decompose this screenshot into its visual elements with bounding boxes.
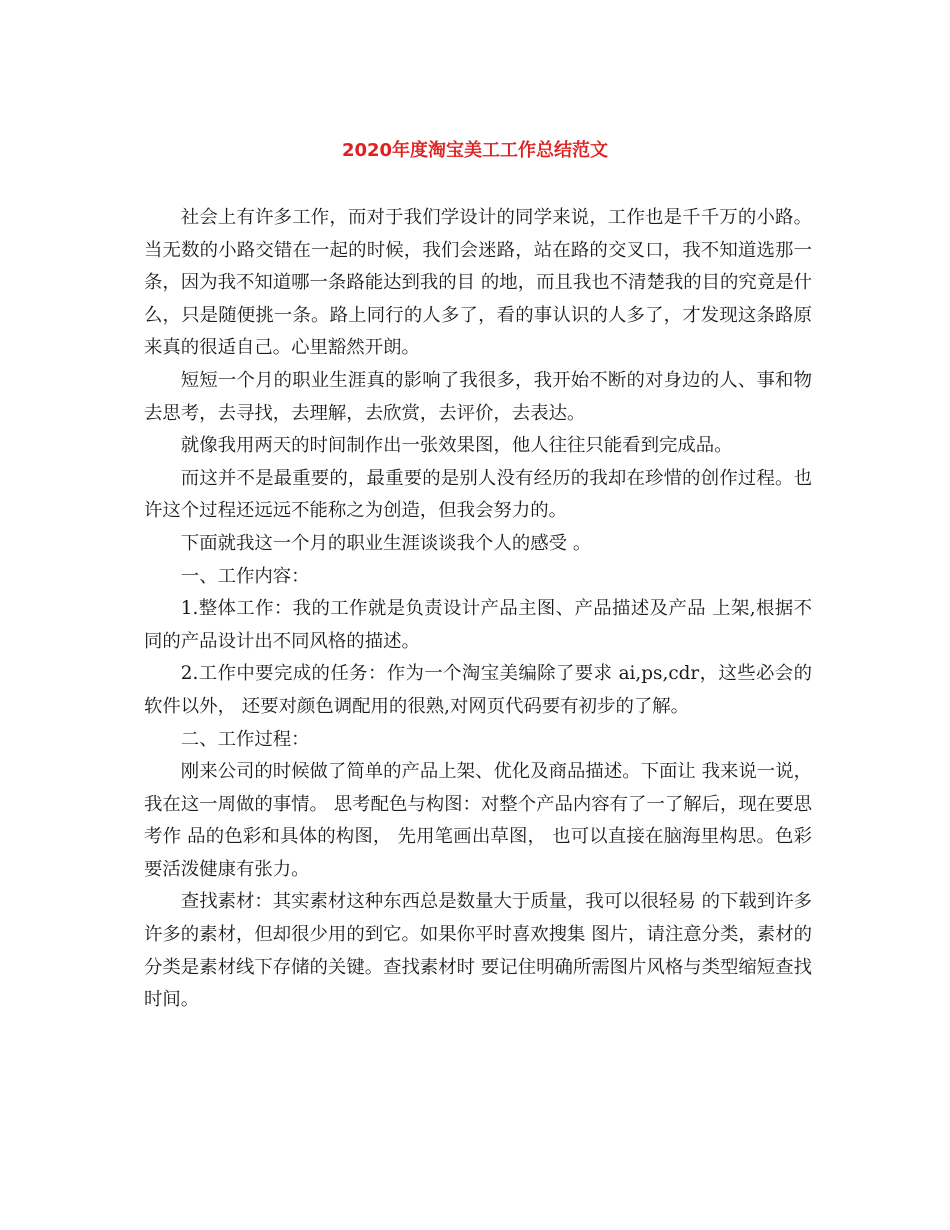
paragraph-first-week: 刚来公司的时候做了简单的产品上架、优化及商品描述。下面让 我来说一说，我在这一周做的事情。 思考配色与构图：对整个产品内容有了一了解后，现在要思考作 品的色彩和具体的构图， 先用笔画出草图， 也可以直接在脑海里构思。色彩要活泼健康有张力。 bbox=[144, 761, 812, 880]
paragraph-feelings-intro: 下面就我这一个月的职业生涯谈谈我个人的感受 。 bbox=[180, 532, 592, 554]
paragraph-tasks: 2.工作中要完成的任务：作为一个淘宝美编除了要求 ai,ps,cdr，这些必会的软件以外， 还要对颜色调配用的很熟,对网页代码要有初步的了解。 bbox=[144, 663, 812, 717]
paragraph-two-days: 就像我用两天的时间制作出一张效果图，他人往往只能看到完成品。 bbox=[180, 435, 733, 457]
section-heading-work-process: 二、工作过程： bbox=[180, 728, 310, 750]
paragraph-creative-process: 而这并不是最重要的，最重要的是别人没有经历的我却在珍惜的创作过程。也许这个过程还远远不能称之为创造，但我会努力的。 bbox=[144, 467, 812, 522]
section-heading-work-content: 一、工作内容： bbox=[180, 565, 310, 587]
paragraph-career-impact: 短短一个月的职业生涯真的影响了我很多，我开始不断的对身边的人、事和物去思考，去寻找，去理解，去欣赏，去评价，去表达。 bbox=[144, 369, 812, 424]
paragraph-finding-materials: 查找素材：其实素材这种东西总是数量大于质量，我可以很轻易 的下载到许多许多的素材，但却很少用的到它。如果你平时喜欢搜集 图片，请注意分类，素材的分类是素材线下存储的关键。查找素材时 要记住明确所需图片风格与类型缩短查找时间。 bbox=[144, 891, 812, 1011]
paragraph-intro: 社会上有许多工作，而对于我们学设计的同学来说，工作也是千千万的小路。当无数的小路交错在一起的时候，我们会迷路，站在路的交叉口，我不知道选那一条，因为我不知道哪一条路能达到我的目 的地，而且我也不清楚我的目的究竟是什么，只是随便挑一条。路上同行的人多了，看的事认识的人多了，才发现这条路原来真的很适自己。心里豁然开朗。 bbox=[144, 207, 812, 359]
paragraph-overall-work: 1.整体工作：我的工作就是负责设计产品主图、产品描述及产品 上架,根据不同的产品设计出不同风格的描述。 bbox=[144, 598, 812, 652]
document-body bbox=[144, 202, 812, 1017]
document-title: 2020年度淘宝美工工作总结范文 bbox=[341, 140, 609, 161]
